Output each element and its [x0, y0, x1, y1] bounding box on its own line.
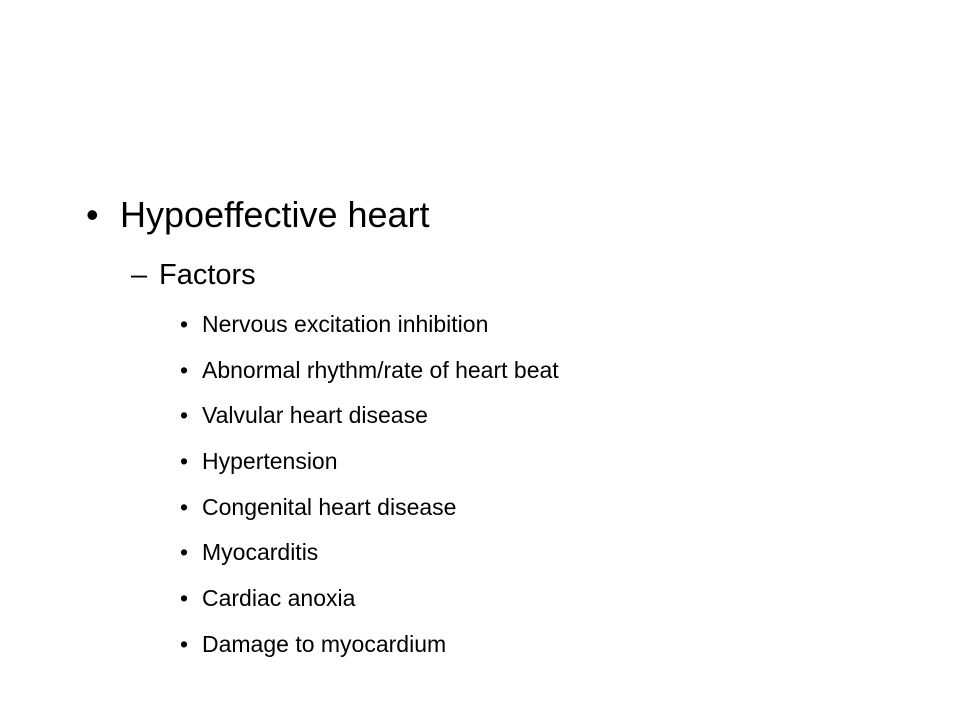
bullet-icon: •: [180, 448, 189, 475]
list-item-text: Nervous excitation inhibition: [202, 311, 489, 337]
bullet-icon: •: [180, 311, 189, 337]
bullet-icon: •: [180, 402, 189, 429]
list-item-text: Valvular heart disease: [202, 402, 428, 429]
list-item-text: Congenital heart disease: [202, 493, 457, 520]
bullet-icon: •: [180, 539, 189, 566]
bullet-icon: •: [180, 493, 189, 520]
bullet-icon: •: [180, 630, 189, 657]
bullet-icon: •: [86, 194, 99, 235]
slide-heading: Hypoeffective heart: [120, 194, 430, 235]
list-item-text: Damage to myocardium: [202, 630, 447, 657]
bullet-icon: •: [180, 585, 189, 612]
list-item-text: Cardiac anoxia: [202, 585, 356, 612]
slide-subheading: Factors: [159, 259, 256, 291]
list-item-text: Hypertension: [202, 448, 338, 475]
dash-icon: –: [131, 259, 148, 291]
list-item-text: Abnormal rhythm/rate of heart beat: [202, 356, 559, 383]
list-item-text: Myocarditis: [202, 539, 319, 566]
bullet-icon: •: [180, 356, 189, 383]
